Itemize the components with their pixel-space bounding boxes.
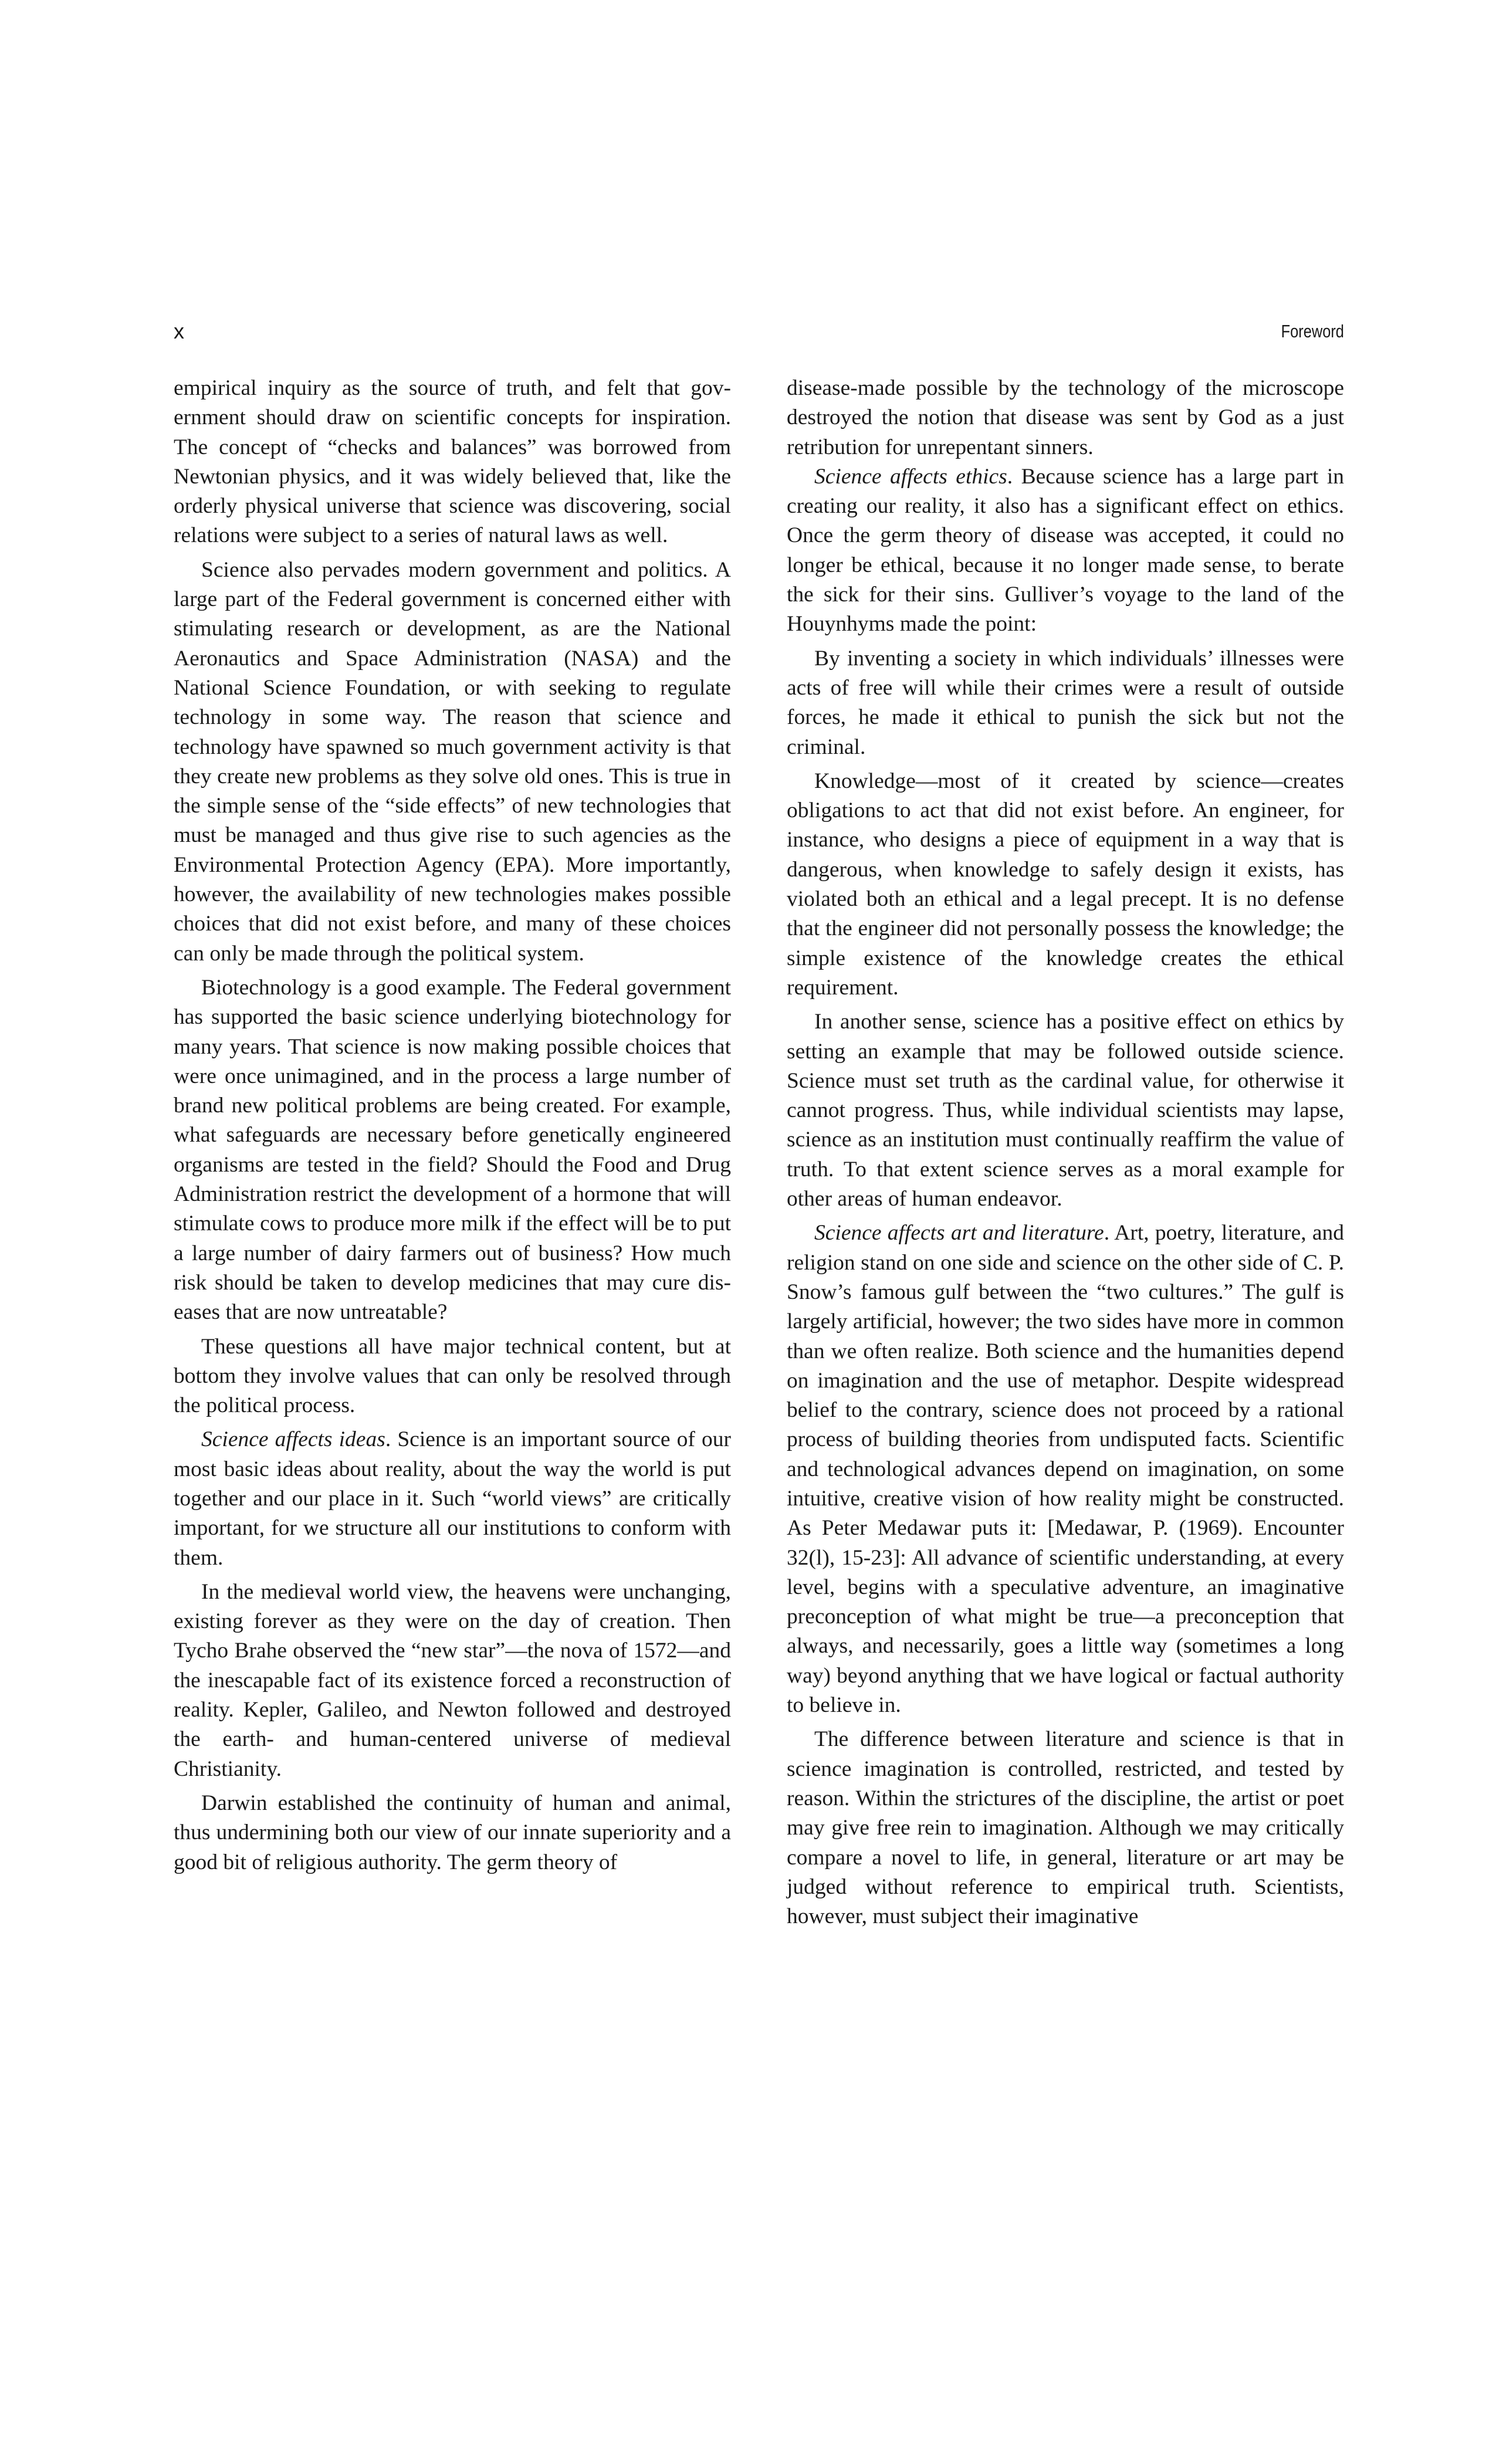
section-lead-italic: Science affects ethics: [814, 464, 1007, 489]
paragraph: The difference between literature and science is that in science imagination is controlled, restricted, and tested by reason. Within the strictures of the discipline, the artist or poet may give free rein to imagination. Although we may critically compare a novel to life, in general, literature or art may be judged without reference to empirical truth. Scientists, however, must subject their imaginative: [787, 1727, 1344, 1929]
paragraph: These questions all have major technical content, but at bottom they involve values that can only be resolved through the political process.: [174, 1334, 731, 1418]
paragraph: In the medieval world view, the heavens were unchanging, existing forever as they were on the day of creation. Then Tycho Brahe observed the “new star”—the nova of 1572—and the inescapable fact of its existence forced a reconstruction of reality. Kepler, Galileo, and Newton followed and destroyed the earth- and human-centered universe of medieval Christianity.: [174, 1579, 731, 1781]
paragraph: Biotechnology is a good example. The Federal government has supported the basic science underlying biotechnology for many years. That science is now making possible choices that were once unimagined, and in the process a large number of brand new political problems are being created. For example, what safeguards are necessary before genetically engineered organisms are tested in the field? Should the Food and Drug Administration restrict the development of a hormone that will stimulate cows to produce more milk if the effect will be to put a large number of dairy farmers out of business? How much risk should be taken to develop medicines that may cure diseases that are now untreatable?: [174, 975, 731, 1325]
left-column: [174, 374, 731, 1877]
paragraph: Science also pervades modern government and politics. A large part of the Federal government is concerned either with stimulating research or development, as are the National Aeronautics and Space Administration (NASA) and the National Science Foundation, or with seeking to regulate technology in some way. The reason that science and technology have spawned so much government activity is that they create new problems as they solve old ones. This is true in the simple sense of the “side effects” of new technologies that must be managed and thus give rise to such agencies as the Environmental Protection Agency (EPA). More importantly, however, the availability of new technologies makes possible choices that did not exist before, and many of these choices can only be made through the political system.: [174, 557, 731, 966]
paragraph: [787, 462, 1344, 639]
paragraph: Darwin established the continuity of human and animal, thus undermining both our view of our innate superiority and a good bit of religious authority. The germ theory of: [174, 1791, 731, 1874]
page-number: x: [174, 319, 184, 343]
right-column: [787, 374, 1344, 1931]
paragraph-text: . Because science has a large part in creating our reality, it also has a significant effect on ethics. Once the germ theory of disease was accepted, it could no longer be ethical, because it no longer made sense, to berate the sick for their sins. Gulliver’s voyage to the land of the Houynhyms made the point:: [787, 464, 1344, 637]
paragraph: In another sense, science has a positive effect on ethics by setting an example that may be followed outside science. Science must set truth as the cardinal value, for otherwise it cannot progress. Thus, while individual scientists may lapse, science as an institution must continually reaffirm the value of truth. To that extent science serves as a moral example for other areas of human endeavor.: [787, 1010, 1344, 1211]
paragraph: disease-made possible by the technology of the microscope destroyed the notion that disease was sent by God as a just retribution for unrepentant sinners.: [787, 376, 1344, 459]
running-head: Foreword: [1281, 321, 1344, 341]
paragraph-text: . Art, poetry, literature, and religion stand on one side and science on the other side of C. P. Snow’s famous gulf between the “two cultures.” The gulf is largely artificial, however; the two sides have more in common than we often realize. Both science and the humanities depend on imagination and the use of metaphor. Despite widespread belief to the contrary, science does not proceed by a rational process of building theories from undisputed facts. Scientific and technological advances depend on imagination, on some intuitive, creative vision of how reality might be constructed. As Peter Medawar puts it: [Medawar, P. (1969). Encounter 32(l), 15-23]: All advance of scientific understanding, at every level, begins with a speculative adventure, an imaginative preconception of what might be true—a preconception that always, and necessarily, goes a little way (sometimes a long way) beyond anything that we have logical or factual authority to believe in.: [787, 1221, 1345, 1718]
paragraph: [787, 1219, 1344, 1720]
block-quote: By inventing a society in which individuals’ illnesses were acts of free will while their crimes were a result of outside forces, he made it ethical to punish the sick but not the criminal.: [787, 646, 1344, 759]
paragraph-text: . Science is an important source of our most basic ideas about reality, about the way the world is put together and our place in it. Such “world views” are critically important, for we structure all our institutions to conform with them.: [174, 1427, 731, 1570]
section-lead-italic: Science affects art and literature: [814, 1221, 1104, 1245]
section-lead-italic: Science affects ideas: [201, 1427, 385, 1452]
paragraph: Knowledge—most of it created by science—creates obligations to act that did not exist before. An engineer, for instance, who designs a piece of equipment in a way that is dangerous, when knowledge to safely design it exists, has violated both an ethical and a legal precept. It is no defense that the engineer did not personally possess the knowledge; the simple existence of the knowledge creates the ethical requirement.: [787, 769, 1344, 1000]
paragraph: [174, 1425, 731, 1572]
paragraph: empirical inquiry as the source of truth, and felt that government should draw on scientific concepts for inspiration. The concept of “checks and balances” was borrowed from Newtonian physics, and it was widely believed that, like the orderly physical universe that science was discovering, social relations were subject to a series of natural laws as well.: [174, 376, 731, 548]
